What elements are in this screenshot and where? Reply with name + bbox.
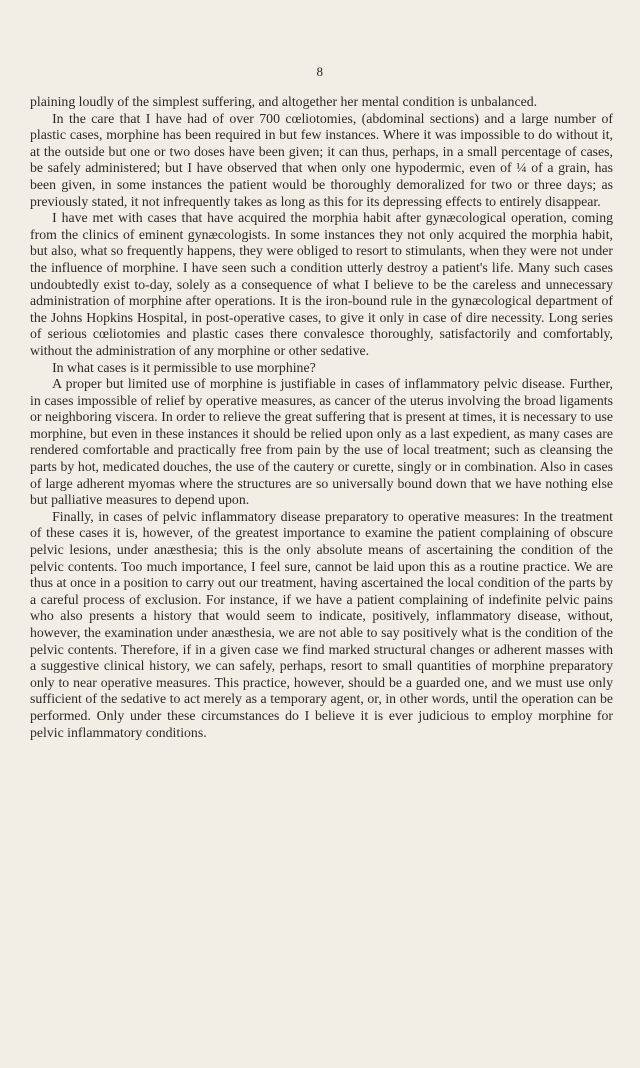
paragraph-continuation: plaining loudly of the simplest suffering, and altogether her mental condition is unbalanced. xyxy=(30,94,538,109)
paragraph-justifiable-use: A proper but limited use of morphine is justifiable in cases of inflammatory pelvic disease. Further, in cases impossible of relief by operative measures, as cancer of the uterus involving the broad ligaments or neighboring viscera. In order to relieve the great suffering that is present at times, it is necessary to use morphine, but even in these instances it should be relied upon only as a last expedient, as many cases are rendered comfortable and practically free from pain by the use of local treatment; such as cleansing the parts by hot, medicated douches, the use of the cautery or curette, singly or in combination. Also in cases of large adherent myomas where the structures are so universally bound down that we have nothing else but palliative measures to depend upon. xyxy=(30,376,613,508)
body-text xyxy=(30,94,613,741)
paragraph-question: In what cases is it permissible to use morphine? xyxy=(52,359,316,375)
page-number: 8 xyxy=(316,64,324,79)
paragraph-coeliotomies: In the care that I have had of over 700 cœliotomies, (abdominal sections) and a large number of plastic cases, morphine has been required in but few instances. Where it was impossible to do without it, at the outside but one or two doses have been given; it can thus, perhaps, in a small percentage of cases, be safely administered; but I have observed that when only one hypodermic, even of ¼ of a grain, has been given, in some instances the patient would be thoroughly demoralized for two or three days; as previously stated, it not infrequently takes as long as this for its depressing effects to entirely disappear. xyxy=(30,110,613,209)
paragraph-finally: Finally, in cases of pelvic inflammatory disease preparatory to operative measures: In the treatment of these cases it is, however, of the greatest importance to examine the patient complaining of obscure pelvic lesions, under anæsthesia; this is the only absolute means of ascertaining the condition of the pelvic contents. Too much importance, I feel sure, cannot be laid upon this as a routine practice. We are thus at once in a position to carry out our treatment, having ascertained the local condition of the parts by a careful process of exclusion. For instance, if we have a patient complaining of indefinite pelvic pains who also presents a history that would seem to indicate, positively, inflammatory disease, without, however, the examination under anæsthesia, we are not able to say positively what is the condition of the pelvic contents. Therefore, if in a given case we find marked structural changes or adherent masses with a suggestive clinical history, we can safely, perhaps, resort to small quantities of morphine preparatory only to near operative measures. This practice, however, should be a guarded one, and we must use only sufficient of the sedative to act merely as a temporary agent, or, in other words, until the operation can be performed. Only under these circumstances do I believe it is ever judicious to employ morphine for pelvic inflammatory conditions. xyxy=(30,508,613,740)
paragraph-morphia-habit: I have met with cases that have acquired the morphia habit after gynæcological operation, coming from the clinics of eminent gynæcologists. In some instances they not only acquired the morphia habit, but also, what so frequently happens, they were obliged to resort to stimulants, when they were not under the influence of morphine. I have seen such a condition utterly destroy a patient's life. Many such cases undoubtedly exist to-day, solely as a consequence of what I believe to be the careless and unnecessary administration of morphine after operations. It is the iron-bound rule in the gynæcological department of the Johns Hopkins Hospital, in post-operative cases, to give it only in case of dire necessity. Long series of serious cœliotomies and plastic cases there convalesce thoroughly, satisfactorily and comfortably, without the administration of any morphine or other sedative. xyxy=(30,210,613,358)
